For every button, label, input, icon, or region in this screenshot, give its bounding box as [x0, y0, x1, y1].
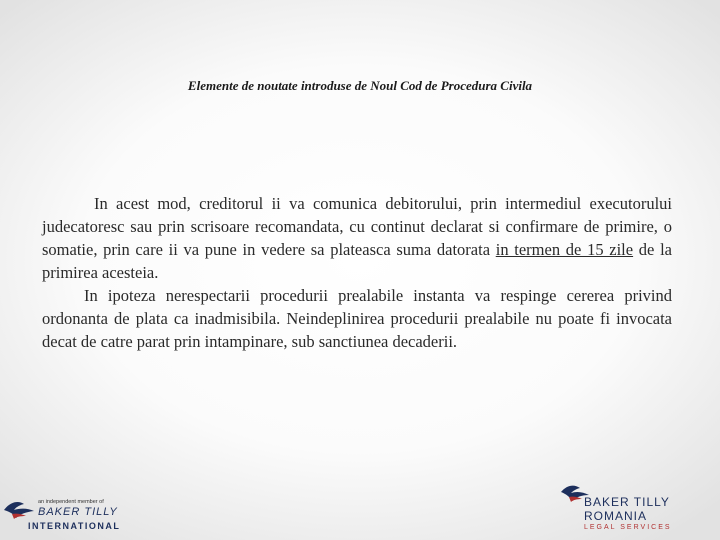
slide-title: Elemente de noutate introduse de Noul Cod de Procedura Civila: [187, 78, 533, 93]
network-name: INTERNATIONAL: [28, 521, 121, 531]
services-name: LEGAL SERVICES: [584, 524, 672, 531]
paragraph-somatie-end: de la primirea acesteia.: [42, 240, 672, 282]
paragraph-somatie: [42, 192, 672, 284]
deadline-emphasis: in termen de 15 zile: [495, 240, 634, 259]
brand-name: BAKER TILLY: [584, 495, 670, 509]
member-caption: an independent member of: [38, 499, 104, 505]
paragraph-somatie-text: In acest mod, creditorul ii va comunica debitorului, prin intermediul executorului judecatoresc sau prin scrisoare recomandata, cu continut declarat si confirmare de primire, o somatie, prin care ii va pune in vedere sa plateasca suma datorata: [42, 194, 672, 259]
brand-name: BAKER TILLY: [38, 506, 118, 518]
slide-body: [42, 192, 672, 353]
baker-tilly-romania-logo: [560, 482, 700, 536]
baker-tilly-international-logo: [2, 494, 122, 536]
bird-icon: [2, 496, 36, 522]
country-name: ROMANIA: [584, 509, 648, 523]
paragraph-inadmisibilitate: In ipoteza nerespectarii procedurii prealabile instanta va respinge cererea privind ordonanta de plata ca inadmisibila. Neindeplinirea procedurii prealabile nu poate fi invocata decat de catre parat prin intampinare, sub sanctiunea decaderii.: [42, 286, 672, 351]
